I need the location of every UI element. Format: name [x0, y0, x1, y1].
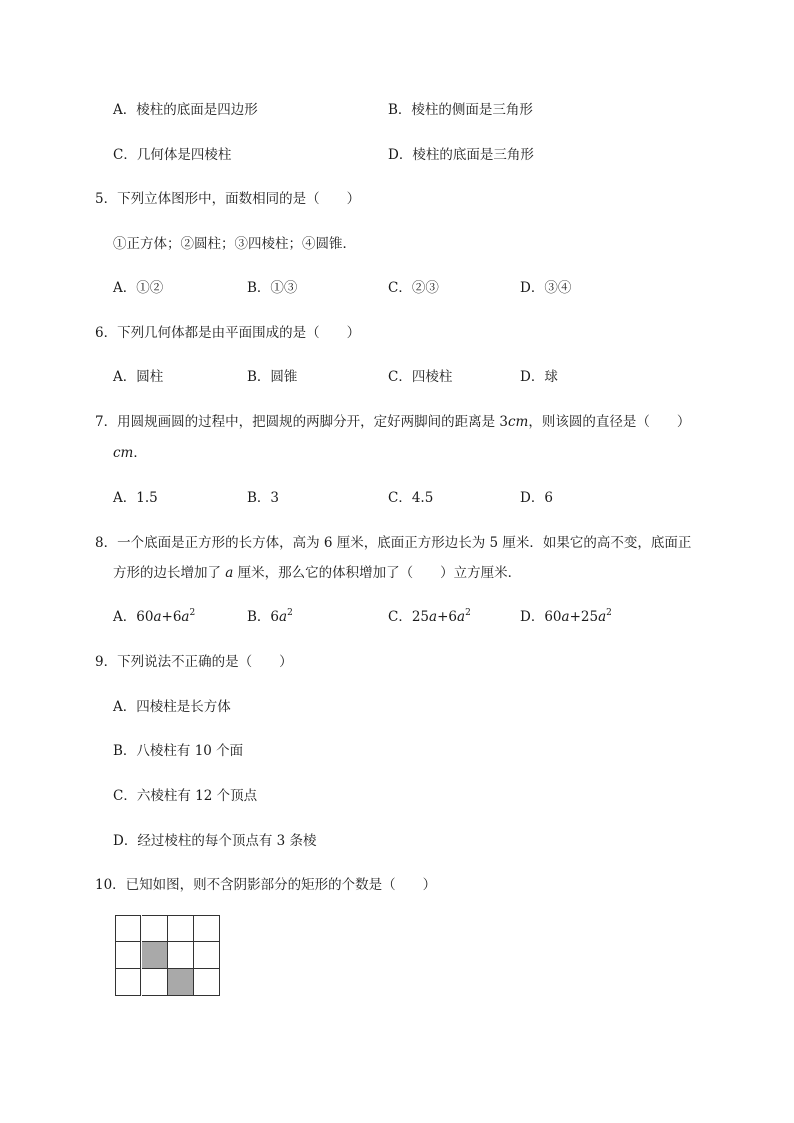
q9-choice-a: A．四棱柱是长方体 — [113, 699, 231, 715]
q8-choice-a-label: A． — [113, 609, 137, 625]
grid-cell — [115, 969, 141, 996]
q8-choice-a-plus: + — [161, 609, 173, 625]
q7-stem-part2: ，则该圆的直径是（ ） — [528, 414, 691, 430]
q6-choice-d: D．球 — [520, 369, 558, 385]
q9-choice-d: D．经过棱柱的每个顶点有 3 条棱 — [113, 833, 317, 849]
q8-stem-line2-part2: 厘米，那么它的体积增加了（ ）立方厘米． — [233, 565, 522, 581]
q8-choice-d-n2: 25 — [580, 609, 599, 625]
q7-unit-1: cm — [507, 414, 529, 430]
q8-choice-d-n1: 60 — [544, 609, 562, 625]
q8-choice-c-plus: + — [437, 609, 449, 625]
q8-choice-b-v1: a — [279, 609, 288, 625]
q8-choice-d — [520, 607, 612, 627]
q9-choice-b: B．八棱柱有 10 个面 — [113, 743, 244, 759]
q8-choice-d-label: D． — [520, 609, 545, 625]
q4-choice-d: D．棱柱的底面是三角形 — [388, 147, 534, 163]
q5-choice-c: C．②③ — [388, 280, 439, 296]
grid-cell — [115, 915, 141, 942]
q8-choice-b — [247, 607, 293, 627]
grid-cell — [194, 969, 220, 996]
grid-cell-shaded — [168, 969, 194, 996]
q5-choice-d: D．③④ — [520, 280, 572, 296]
q8-choice-c-v1: a — [429, 609, 438, 625]
q5-items: ①正方体；②圆柱；③四棱柱；④圆锥． — [113, 236, 356, 252]
q6-choice-a: A．圆柱 — [113, 369, 164, 385]
q8-choice-d-v1: a — [561, 609, 570, 625]
grid-cell — [168, 942, 194, 969]
q8-choice-b-label: B． — [247, 609, 271, 625]
q4-choice-c: C．几何体是四棱柱 — [113, 147, 232, 163]
grid-cell — [142, 969, 168, 996]
q8-choice-a-n1: 60 — [136, 609, 154, 625]
q8-stem-line2 — [113, 563, 521, 583]
grid-cell-shaded — [142, 942, 168, 969]
q7-choice-d: D．6 — [520, 490, 553, 506]
q8-choice-c — [388, 607, 471, 627]
q7-stem-line2 — [113, 443, 147, 463]
q5-choice-b: B．①③ — [247, 280, 298, 296]
q7-choice-b: B．3 — [247, 490, 280, 506]
q8-choice-a-v1: a — [153, 609, 162, 625]
q8-choice-c-n2: 6 — [448, 609, 457, 625]
q8-choice-c-exp: 2 — [465, 607, 471, 618]
q10-grid-figure — [115, 915, 219, 996]
q4-choice-b: B．棱柱的侧面是三角形 — [388, 102, 533, 118]
q8-choice-d-plus: + — [569, 609, 581, 625]
grid-cell — [194, 942, 220, 969]
q7-choice-c: C．4.5 — [388, 490, 434, 506]
q7-stem-end: ． — [133, 445, 147, 461]
q8-var-a: a — [225, 565, 234, 581]
q5-choice-a: A．①② — [113, 280, 164, 296]
q8-choice-d-exp: 2 — [606, 607, 612, 618]
q7-unit-2: cm — [113, 445, 134, 461]
q8-choice-c-label: C． — [388, 609, 412, 625]
q9-choice-c: C．六棱柱有 12 个顶点 — [113, 788, 258, 804]
grid-cell — [194, 915, 220, 942]
q8-stem-line2-part1: 方形的边长增加了 — [113, 565, 226, 581]
q8-choice-c-n1: 25 — [411, 609, 430, 625]
q7-stem-line1 — [95, 412, 690, 432]
q8-choice-b-n1: 6 — [270, 609, 280, 625]
q6-choice-c: C．四棱柱 — [388, 369, 453, 385]
q8-choice-a-v2: a — [181, 609, 190, 625]
q8-choice-c-v2: a — [457, 609, 466, 625]
q4-choice-a: A．棱柱的底面是四边形 — [113, 102, 258, 118]
q8-choice-d-v2: a — [598, 609, 607, 625]
q8-choice-a — [113, 607, 195, 627]
q6-choice-b: B．圆锥 — [247, 369, 298, 385]
q6-stem: 6．下列几何体都是由平面围成的是（ ） — [95, 325, 361, 341]
q10-stem: 10．已知如图，则不含阴影部分的矩形的个数是（ ） — [95, 877, 437, 893]
q8-stem-line1: 8．一个底面是正方形的长方体，高为 6 厘米，底面正方形边长为 5 厘米．如果它的高不变，底面正 — [95, 535, 692, 551]
q7-choice-a: A．1.5 — [113, 490, 158, 506]
grid-cell — [115, 942, 141, 969]
q8-choice-b-exp: 2 — [287, 607, 293, 618]
q7-stem-part1: 7．用圆规画圆的过程中，把圆规的两脚分开，定好两脚间的距离是 3 — [95, 414, 508, 430]
q5-stem: 5．下列立体图形中，面数相同的是（ ） — [95, 191, 361, 207]
q9-stem: 9．下列说法不正确的是（ ） — [95, 654, 293, 670]
q8-choice-a-exp: 2 — [189, 607, 196, 618]
grid-cell — [168, 915, 194, 942]
q8-choice-a-n2: 6 — [172, 609, 182, 625]
grid-cell — [142, 915, 168, 942]
